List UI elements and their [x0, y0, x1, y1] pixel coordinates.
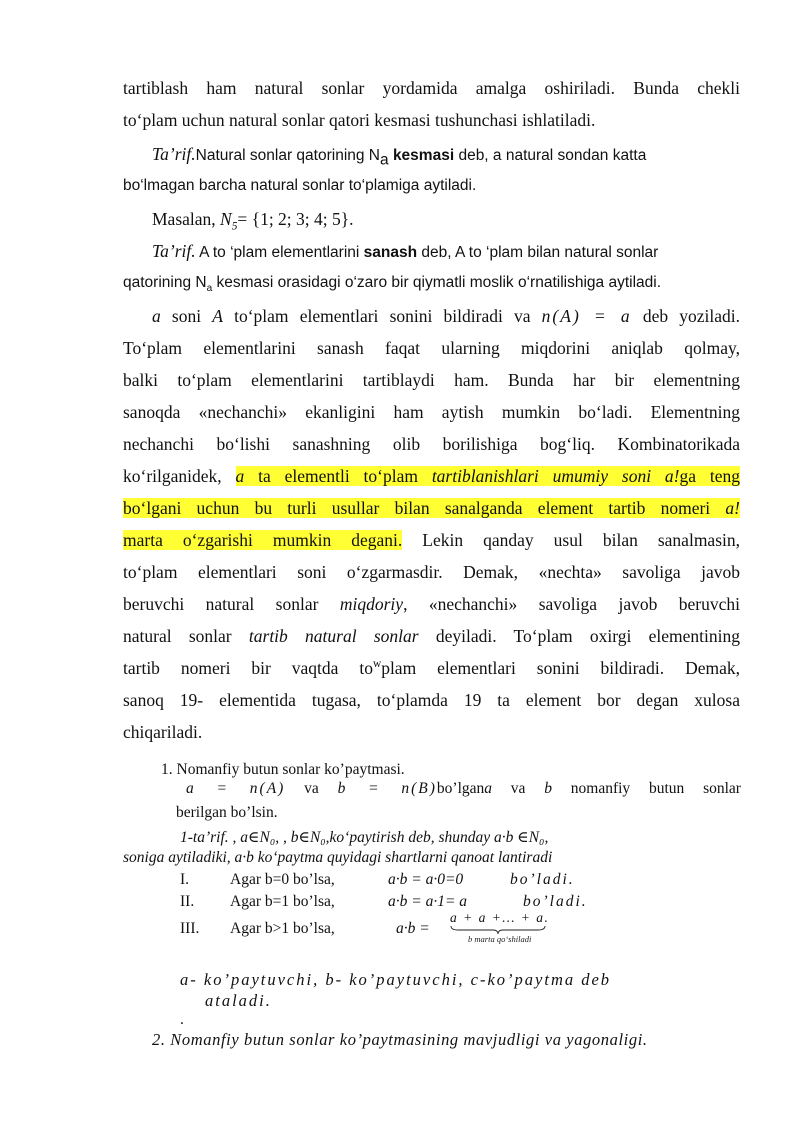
case-condition: Agar b>1 bo’lsa,: [230, 920, 335, 937]
stray-dot: .: [180, 1011, 184, 1028]
highlighted-text: marta o‘zgarishi mumkin degani.: [123, 530, 403, 550]
case-condition: Agar b=0 bo’lsa,: [230, 871, 335, 888]
case-condition: Agar b=1 bo’lsa,: [230, 893, 335, 910]
paragraph-line: beruvchi natural sonlar miqdoriy, «nechanchi» savoliga javob beruvchi: [123, 594, 740, 614]
section-line: a = n(A) va b = n(B)bo’lgana va b nomanfiy butun sonlar: [186, 780, 741, 797]
definition-sanash: Ta’rif. A to ‘plam elementlarini sanash deb, A to ‘plam bilan natural sonlar: [152, 241, 659, 261]
case-formula: a·b =: [396, 920, 430, 937]
definition-line: bo‘lmagan barcha natural sonlar to‘plamiga aytiladi.: [123, 177, 477, 194]
paragraph-line: chiqariladi.: [123, 722, 203, 742]
highlighted-text: a ta elementli to‘plam tartiblanishlari umumiy soni a!ga teng: [235, 466, 740, 486]
definition-line: soniga aytiladiki, a·b ko‘paytma quyidagi shartlarni qanoat lantiradi: [123, 849, 553, 866]
paragraph-line: natural sonlar tartib natural sonlar deyiladi. To‘plam oxirgi elementining: [123, 626, 740, 646]
naming-line: a- ko’paytuvchi, b- ko’paytuvchi, c-ko’paytma deb: [180, 970, 612, 989]
paragraph-line: balki to‘plam elementlarini tartiblaydi ham. Bunda har bir elementning: [123, 370, 740, 390]
section-heading: 1. Nomanfiy butun sonlar ko’paytmasi.: [161, 761, 405, 778]
paragraph-line: marta o‘zgarishi mumkin degani. Lekin qanday usul bilan sanalmasin,: [123, 530, 740, 550]
definition-label: Ta’rif.: [152, 144, 196, 164]
paragraph-line: ko‘rilganidek, a ta elementli to‘plam tartiblanishlari umumiy soni a!ga teng: [123, 466, 740, 486]
paragraph-line: tartiblash ham natural sonlar yordamida amalga oshiriladi. Bunda chekli: [123, 78, 740, 98]
case-tail: bo’ladi.: [523, 893, 588, 910]
highlighted-text: bo‘lgani uchun bu turli usullar bilan sanalganda element tartib nomeri a!: [123, 498, 740, 518]
paragraph-line: [123, 497, 740, 519]
term-sanash: sanash: [363, 244, 418, 261]
paragraph-line: sanoqda «nechanchi» ekanligini ham aytish mumkin bo‘ladi. Elementning: [123, 402, 740, 422]
paragraph-line: To‘plam elementlarini sanash faqat ularning miqdorini aniqlab qolmay,: [123, 338, 740, 358]
paragraph-line: to‘plam elementlari soni o‘zgarmasdir. Demak, «nechta» savoliga javob: [123, 562, 740, 582]
definition-product: 1-ta’rif. , a∈N₀, , b∈N₀,ko‘paytirish deb, shunday a·b ∈N₀,: [180, 829, 549, 846]
case-number: III.: [180, 920, 200, 937]
section-heading: 2. Nomanfiy butun sonlar ko’paytmasining mavjudligi va yagonaligi.: [152, 1030, 648, 1049]
section-line: berilgan bo’lsin.: [176, 804, 278, 821]
paragraph-line: to‘plam uchun natural sonlar qatori kesmasi tushunchasi ishlatiladi.: [123, 110, 596, 130]
paragraph-line: sanoq 19- elementida tugasa, to‘plamda 19 ta element bor degan xulosa: [123, 690, 740, 710]
case-number: II.: [180, 893, 195, 910]
case-tail: bo’ladi.: [510, 871, 575, 888]
paragraph-line: a soni A to‘plam elementlari sonini bildiradi va n(A) = a deb yoziladi.: [152, 306, 740, 326]
paragraph-line: nechanchi bo‘lishi sanashning olib borilishiga bog‘liq. Kombinatorikada: [123, 434, 740, 454]
case-formula: a·b = a·0=0: [388, 871, 464, 888]
naming-line: ataladi.: [205, 991, 272, 1010]
term-kesmasi: kesmasi: [392, 147, 455, 164]
definition-kesma: Ta’rif.Natural sonlar qatorining $N_a$ kesmasi deb, a natural sondan katta: [152, 144, 647, 169]
case-formula: a·b = a∙1= a: [388, 893, 468, 910]
definition-line: qatorining $N_a$ kesmasi orasidagi o‘zaro bir qiymatli moslik o‘rnatilishiga aytiladi.: [123, 274, 661, 295]
paragraph-line: tartib nomeri bir vaqtda $to^wplam$ elementlari sonini bildiradi. Demak,: [123, 658, 741, 678]
definition-label: Ta’rif.: [152, 241, 196, 261]
underbrace-expression: a + a +… + a. b marta qo‘shiladi: [450, 910, 550, 944]
case-number: I.: [180, 871, 190, 888]
example-line: Masalan, $N_5= \{1$; 2; 3; 4; 5}.: [152, 209, 354, 233]
underbrace-icon: [450, 926, 546, 934]
